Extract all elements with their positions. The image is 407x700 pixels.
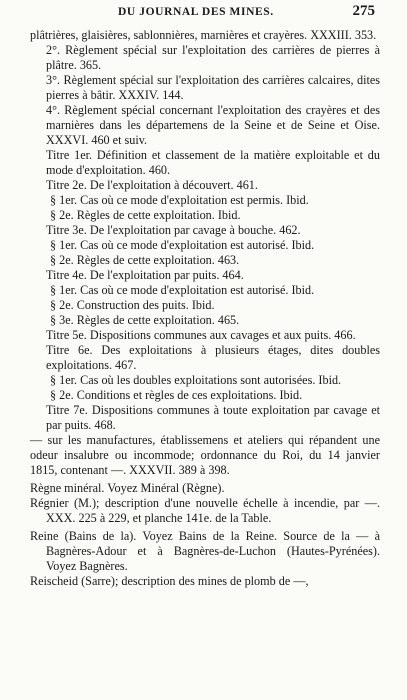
index-text	[30, 28, 380, 589]
entry-line: § 1er. Cas où ce mode d'exploitation est permis. Ibid.	[50, 193, 309, 207]
entry-line: 3°. Règlement spécial sur l'exploitation des carrières calcaires, dites pierres à bâtir. XXXIV. 144.	[46, 73, 380, 102]
entry-line: 4°. Règlement spécial concernant l'exploitation des crayères et des marnières dans les départemens de la Seine et de Seine et Oise. XXXVI. 460 et suiv.	[46, 103, 380, 147]
index-entry-regne-mineral: Règne minéral. Voyez Minéral (Règne).	[30, 481, 225, 495]
running-title: DU JOURNAL DES MINES.	[118, 6, 274, 18]
entry-line: Titre 2e. De l'exploitation à découvert. 461.	[46, 178, 258, 192]
entry-line: § 3e. Règles de cette exploitation. 465.	[50, 313, 240, 327]
entry-line: Titre 1er. Définition et classement de la matière exploitable et du mode d'exploitation. 460.	[46, 148, 380, 177]
entry-line: § 1er. Cas où ce mode d'exploitation est autorisé. Ibid.	[50, 238, 315, 252]
page-header	[0, 3, 407, 23]
entry-line: 2°. Règlement spécial sur l'exploitation des carrières de pierres à plâtre. 365.	[46, 43, 380, 72]
entry-line: § 1er. Cas où ce mode d'exploitation est autorisé. Ibid.	[50, 283, 315, 297]
entry-line: plâtrières, glaisières, sablonnières, marnières et crayères. XXXIII. 353.	[30, 28, 377, 42]
index-entry-reine: Reine (Bains de la). Voyez Bains de la Reine. Source de la — à Bagnères-Adour et à Bagnères-de-Luchon (Hautes-Pyrénées). Voyez Bagnères.	[30, 529, 380, 573]
entry-line: Titre 3e. De l'exploitation par cavage à bouche. 462.	[46, 223, 301, 237]
entry-line: § 2e. Conditions et règles de ces exploitations. Ibid.	[50, 388, 303, 402]
page-number: 275	[352, 3, 375, 19]
entry-line: § 1er. Cas où les doubles exploitations sont autorisées. Ibid.	[50, 373, 342, 387]
entry-line: Titre 7e. Dispositions communes à toute exploitation par cavage et par puits. 468.	[46, 403, 380, 432]
entry-line: § 2e. Règles de cette exploitation. Ibid.	[50, 208, 241, 222]
entry-line: Titre 6e. Des exploitations à plusieurs étages, dites doubles exploitations. 467.	[46, 343, 380, 372]
entry-line: § 2e. Construction des puits. Ibid.	[50, 298, 215, 312]
entry-line: § 2e. Règles de cette exploitation. 463.	[50, 253, 240, 267]
index-entry-regnier: Régnier (M.); description d'une nouvelle échelle à incendie, par —. XXX. 225 à 229, et planche 141e. de la Table.	[30, 496, 380, 525]
entry-line: Titre 5e. Dispositions communes aux cavages et aux puits. 466.	[46, 328, 356, 342]
index-entry-reischeid: Reischeid (Sarre); description des mines de plomb de —,	[30, 574, 309, 588]
entry-line: — sur les manufactures, établissemens et ateliers qui répandent une odeur insalubre ou incommode; ordonnance du Roi, du 14 janvier 1815, contenant —. XXXVII. 389 à 398.	[30, 433, 380, 477]
entry-line: Titre 4e. De l'exploitation par puits. 464.	[46, 268, 244, 282]
